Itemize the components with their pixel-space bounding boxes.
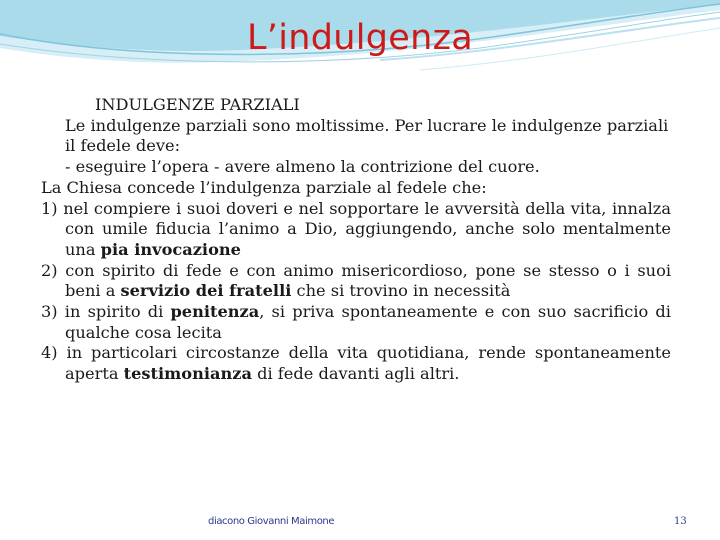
list-item-emphasis: pia invocazione <box>100 239 241 259</box>
list-item-number: 2) <box>41 260 58 280</box>
list-item-text-end: di fede davanti agli altri. <box>257 364 460 384</box>
section-heading: INDULGENZE PARZIALI <box>95 95 300 114</box>
list-item <box>41 302 671 343</box>
list-item-text-end: , si priva spontaneamente e con suo sacrificio di qualche cosa lecita <box>65 302 671 342</box>
list-item-number: 3) <box>41 302 58 322</box>
list-item-number: 4) <box>41 343 58 363</box>
slide-title: L’indulgenza <box>246 18 473 58</box>
list-item-text: nel compiere i suoi doveri e nel sopportare le avversità della vita, innalza con umile fiducia l’animo a Dio, aggiungendo, anche solo mentalmente una <box>63 198 671 259</box>
list-item-text-end: che si trovino in necessità <box>296 281 511 301</box>
list-item <box>41 199 671 261</box>
footer-author: diacono Giovanni Maimone <box>208 516 335 527</box>
list-item <box>41 343 671 384</box>
intro-paragraph: Le indulgenze parziali sono moltissime. Per lucrare le indulgenze parziali il fedele deve: <box>65 115 669 156</box>
intro-requirements: - eseguire l’opera - avere almeno la contrizione del cuore. <box>65 157 540 177</box>
list-item-number: 1) <box>41 198 58 218</box>
list-item-emphasis: servizio dei fratelli <box>120 281 292 301</box>
list-item-emphasis: penitenza <box>170 302 260 322</box>
list-item-emphasis: testimonianza <box>123 364 252 384</box>
list-item <box>41 261 671 302</box>
slide-body <box>41 95 671 385</box>
list-item-text: in spirito di <box>64 302 164 322</box>
list-item-text: con spirito di fede e con animo misericordioso, pone se stesso o i suoi beni a <box>65 260 671 301</box>
page-number: 13 <box>674 516 687 527</box>
list-item-text: in particolari circostanze della vita quotidiana, rende spontaneamente aperta <box>65 343 671 384</box>
lead-sentence: La Chiesa concede l’indulgenza parziale al fedele che: <box>41 177 487 197</box>
